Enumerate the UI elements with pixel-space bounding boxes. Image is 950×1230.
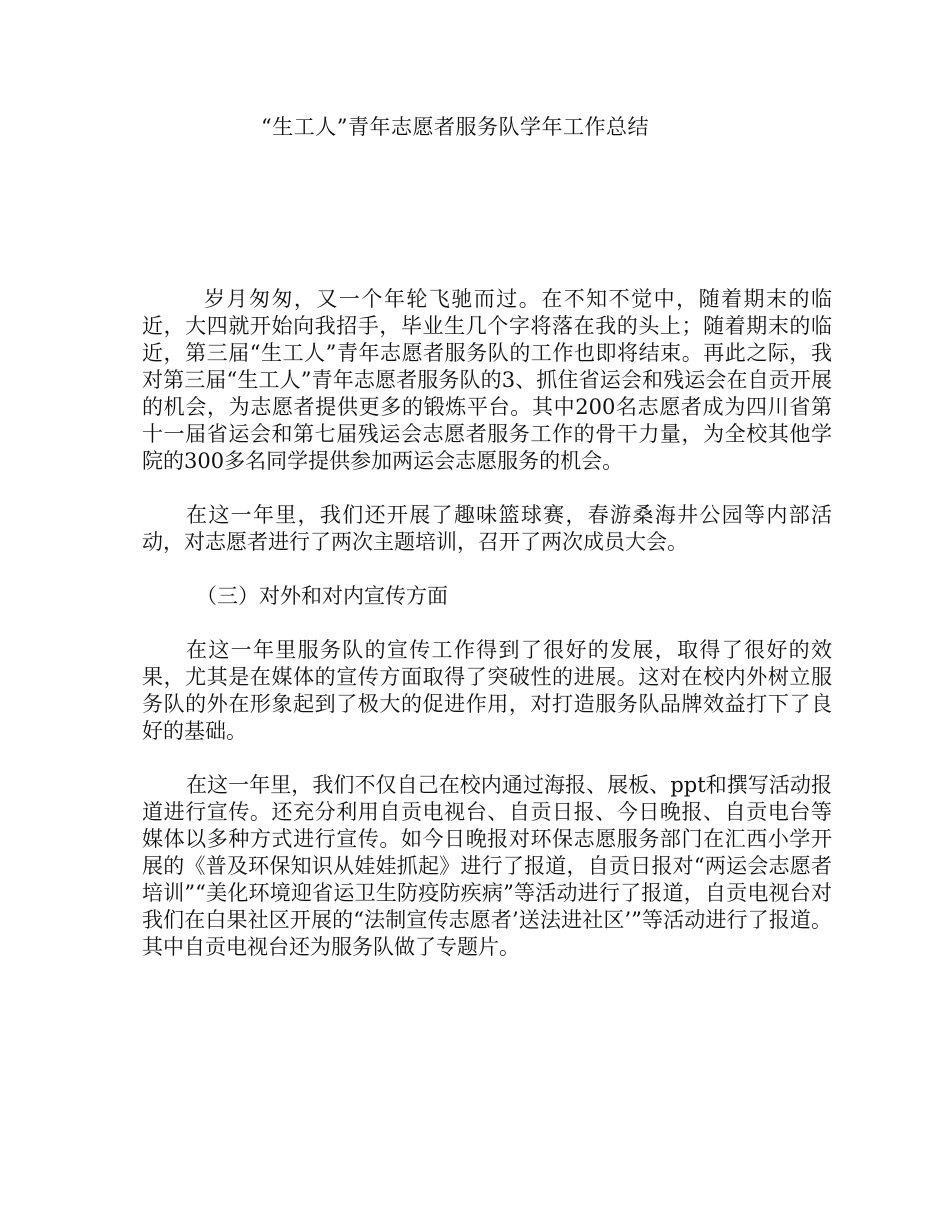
paragraph-activities: 在这一年里，我们还开展了趣味篮球赛，春游桑海井公园等内部活动，对志愿者进行了两次主题培训，召开了两次成员大会。 — [142, 503, 832, 554]
section-heading-publicity: （三）对外和对内宣传方面 — [196, 584, 448, 608]
document-body — [142, 286, 832, 988]
paragraph-publicity-overview: 在这一年里服务队的宣传工作得到了很好的发展，取得了很好的效果，尤其是在媒体的宣传方面取得了突破性的进展。这对在校内外树立服务队的外在形象起到了极大的促进作用，对打造服务队品牌效益打下了良好的基础。 — [142, 638, 832, 743]
document-title: “生工人”青年志愿者服务队学年工作总结 — [261, 115, 649, 139]
paragraph-intro: 岁月匆匆，又一个年轮飞驰而过。在不知不觉中，随着期末的临近，大四就开始向我招手，毕业生几个字将落在我的头上；随着期末的临近，第三届“生工人”青年志愿者服务队的工作也即将结束。再此之际，我对第三届“生工人”青年志愿者服务队的3、抓住省运会和残运会在自贡开展的机会，为志愿者提供更多的锻炼平台。其中200名志愿者成为四川省第十一届省运会和第七届残运会志愿者服务工作的骨干力量，为全校其他学院的300多名同学提供参加两运会志愿服务的机会。 — [142, 287, 832, 473]
paragraph-publicity-details: 在这一年里，我们不仅自己在校内通过海报、展板、ppt和撰写活动报道进行宣传。还充分利用自贡电视台、自贡日报、今日晚报、自贡电台等媒体以多种方式进行宣传。如今日晚报对环保志愿服务部门在汇西小学开展的《普及环保知识从娃娃抓起》进行了报道，自贡日报对“两运会志愿者培训”“美化环境迎省运卫生防疫防疾病”等活动进行了报道，自贡电视台对我们在白果社区开展的“法制宣传志愿者’送法进社区’”等活动进行了报道。其中自贡电视台还为服务队做了专题片。 — [142, 773, 832, 959]
